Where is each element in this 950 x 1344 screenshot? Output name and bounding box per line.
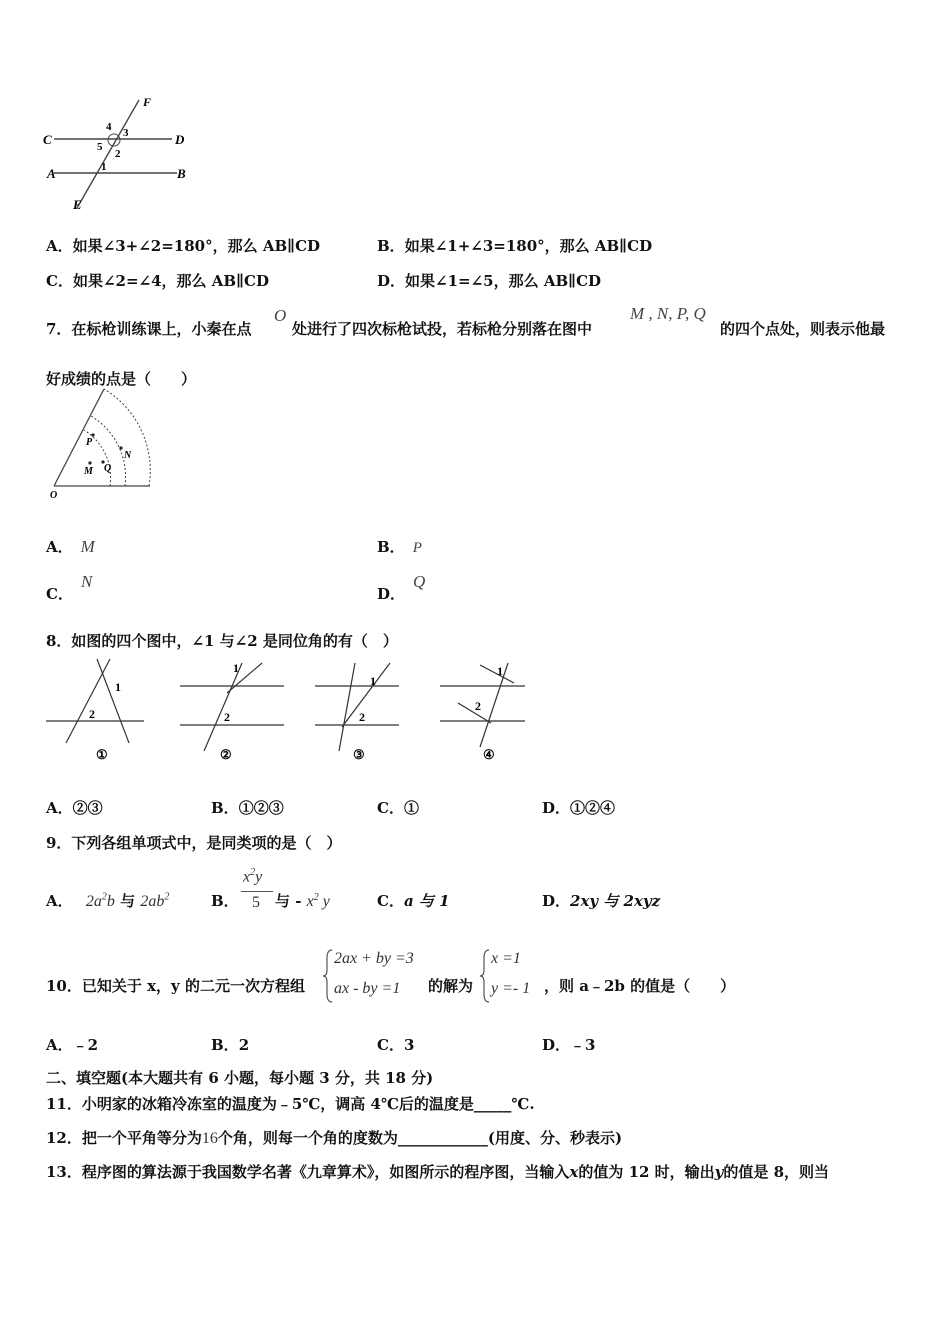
option-letter: C． (377, 1036, 404, 1054)
q13-var-x: x (569, 1163, 579, 1181)
angle-2: 2 (475, 699, 481, 713)
q7-option-d[interactable] (377, 572, 426, 604)
line-ef (77, 100, 139, 208)
q6-option-c[interactable] (46, 270, 269, 291)
q12-number: 16 (201, 1130, 218, 1147)
option-letter: B． (377, 237, 405, 255)
q8-option-d[interactable] (542, 797, 615, 818)
option-letter: D． (542, 799, 571, 817)
label-f: F (143, 95, 152, 109)
angle-4: 4 (106, 121, 112, 133)
option-text: 如果∠2=∠4，那么 AB∥CD (72, 272, 269, 290)
q6-parallel-lines-figure (40, 92, 200, 217)
option-value: P (412, 540, 422, 556)
exponent: 2 (101, 891, 107, 903)
term-var: x (306, 893, 314, 910)
connector: 与 (114, 892, 141, 910)
q7-stem-part1: 7．在标枪训练课上，小秦在点 (46, 320, 252, 338)
option-letter: B． (211, 799, 239, 817)
term-coef: 2ab (140, 893, 165, 910)
option-value: 3 (403, 1036, 415, 1054)
option-letter: A． (46, 799, 73, 817)
q8-figure-4 (440, 663, 525, 762)
q6-option-b[interactable] (377, 235, 652, 256)
q13-var-y: y (714, 1163, 724, 1181)
q10-stem-part2: 的解为 (428, 977, 474, 995)
option-value: ﹣3 (570, 1036, 596, 1054)
caption-2: ② (220, 747, 232, 762)
q10-option-c[interactable] (377, 1034, 414, 1055)
term-2a2b (86, 893, 115, 910)
option-value: ﹣2 (72, 1036, 99, 1054)
q13-part2: 的值为 12 时，输出 (578, 1163, 715, 1181)
option-text: 2xy 与 2xyz (570, 892, 661, 910)
angle-1: 1 (370, 674, 376, 688)
q10-stem-part1: 10．已知关于 x，y 的二元一次方程组 (46, 977, 305, 995)
option-letter: D． (542, 1036, 571, 1054)
angle-1: 1 (115, 680, 121, 694)
option-letter: A． (46, 237, 73, 255)
option-text: 如果∠3+∠2=180°，那么 AB∥CD (72, 237, 321, 255)
option-letter: A． (46, 1036, 73, 1054)
angle-1: 1 (101, 161, 107, 173)
q7-option-c[interactable] (46, 572, 93, 604)
q11-text: 11．小明家的冰箱冷冻室的温度为﹣5℃，调高 4℃后的温度是_____℃. (46, 1095, 535, 1113)
term-coef: 2a (85, 893, 102, 910)
q8-option-c[interactable] (377, 797, 419, 818)
option-value: ②③ (72, 799, 103, 817)
option-value: ① (403, 799, 419, 817)
label-c: C (43, 132, 52, 147)
label-n: N (124, 450, 132, 461)
option-letter: B． (211, 892, 239, 910)
q10-eq2: ax - by =1 (334, 980, 401, 997)
option-value: N (80, 572, 93, 591)
q10-option-d[interactable] (542, 1034, 595, 1055)
q12-part1: 12．把一个平角等分为 (46, 1129, 202, 1147)
q8-figure-2 (180, 661, 284, 762)
option-value: ①②④ (570, 799, 616, 817)
section-2-title: 二、填空题(本大题共有 6 小题，每小题 3 分，共 18 分) (46, 1069, 434, 1087)
angle-1: 1 (233, 661, 239, 675)
q7-stem-line2: 好成绩的点是（ ） (46, 370, 197, 388)
label-q: Q (104, 463, 112, 474)
q7-sector-figure (46, 378, 158, 500)
option-letter: D． (377, 272, 406, 290)
q8-figures (44, 655, 534, 767)
exponent: 2 (164, 891, 170, 903)
q6-option-a[interactable] (46, 235, 320, 256)
label-b: B (177, 166, 186, 181)
q7-points: M , N, P, Q (630, 304, 706, 323)
q9-b-fraction-num (243, 867, 262, 886)
q9-b-rest (275, 890, 330, 911)
option-letter: C． (46, 585, 73, 603)
angle-3: 3 (123, 127, 129, 139)
q9-option-b[interactable] (211, 890, 239, 911)
q13-part3: 的值是 8，则当 (723, 1163, 830, 1181)
option-letter: C． (46, 272, 73, 290)
connector: 与 - (275, 892, 307, 910)
option-value: M (80, 537, 95, 556)
angle-2: 2 (359, 710, 365, 724)
numerator-var: x (243, 868, 251, 886)
term-2ab2 (140, 893, 169, 910)
option-letter: A． (46, 892, 73, 910)
angle-2: 2 (89, 707, 95, 721)
left-brace (479, 948, 491, 1004)
q12-text (46, 1127, 622, 1148)
q7-stem-part3: 的四个点处，则表示他最 (720, 320, 886, 338)
q10-sol1: x =1 (491, 950, 521, 967)
option-letter: A． (46, 538, 73, 556)
option-letter: D． (542, 892, 571, 910)
label-a: A (47, 166, 56, 181)
q10-option-b[interactable] (211, 1034, 249, 1055)
label-p: P (86, 437, 93, 448)
q9-option-a[interactable] (46, 890, 169, 911)
q7-stem-part2: 处进行了四次标枪试投，若标枪分别落在图中 (292, 320, 593, 338)
option-value: ①②③ (238, 799, 284, 817)
option-letter: C． (377, 799, 404, 817)
numerator-var: y (255, 868, 263, 886)
q8-option-a[interactable] (46, 797, 103, 818)
label-d: D (175, 132, 185, 147)
term-var: b (106, 893, 115, 910)
label-o: O (50, 490, 58, 500)
option-value: 2 (238, 1036, 250, 1054)
option-text: 如果∠1+∠3=180°，那么 AB∥CD (404, 237, 653, 255)
q9-b-fraction-den: 5 (252, 894, 260, 911)
exponent: 2 (250, 867, 256, 878)
term-var: y (318, 893, 330, 910)
q9-option-d[interactable] (542, 890, 660, 911)
left-brace (322, 948, 334, 1004)
q9-stem: 9．下列各组单项式中，是同类项的是（ ） (46, 834, 342, 852)
q13-part1: 13．程序图的算法源于我国数学名著《九章算术》，如图所示的程序图，当输入 (46, 1163, 570, 1181)
q8-figure-1 (46, 659, 144, 762)
option-letter: C． (377, 892, 404, 910)
exponent: 2 (313, 892, 319, 903)
angle-1: 1 (497, 664, 503, 678)
q10-eq1: 2ax + by =3 (334, 950, 414, 967)
caption-4: ④ (483, 747, 495, 762)
q6-option-d[interactable] (377, 270, 601, 291)
angle-2: 2 (224, 710, 230, 724)
option-letter: B． (211, 1036, 239, 1054)
option-text: a 与 1 (403, 892, 450, 910)
q9-option-c[interactable] (377, 890, 450, 911)
q8-figure-3 (315, 663, 399, 762)
option-text: 如果∠1=∠5，那么 AB∥CD (405, 272, 602, 290)
q10-stem-part3: ，则 a﹣2b 的值是（ ） (544, 977, 736, 995)
option-letter: B． (377, 538, 405, 556)
q12-part2: 个角，则每一个角的度数为____________(用度、分、秒表示) (217, 1129, 623, 1147)
q8-stem: 8．如图的四个图中，∠1 与∠2 是同位角的有（ ） (46, 632, 398, 650)
label-e: E (73, 197, 82, 212)
caption-1: ① (96, 747, 108, 762)
caption-3: ③ (353, 747, 365, 762)
q7-option-a[interactable] (46, 536, 95, 557)
option-value: Q (413, 572, 426, 591)
q13-text (46, 1161, 829, 1182)
angle-5: 5 (97, 141, 103, 153)
label-m: M (84, 466, 93, 477)
angle-2: 2 (115, 148, 121, 160)
q10-option-a[interactable] (46, 1034, 98, 1055)
q7-option-b[interactable] (377, 536, 422, 557)
option-letter: D． (377, 585, 406, 603)
q7-point-o: O (274, 306, 287, 325)
q10-sol2: y =- 1 (491, 980, 531, 997)
fraction-bar (241, 891, 273, 892)
q8-option-b[interactable] (211, 797, 284, 818)
